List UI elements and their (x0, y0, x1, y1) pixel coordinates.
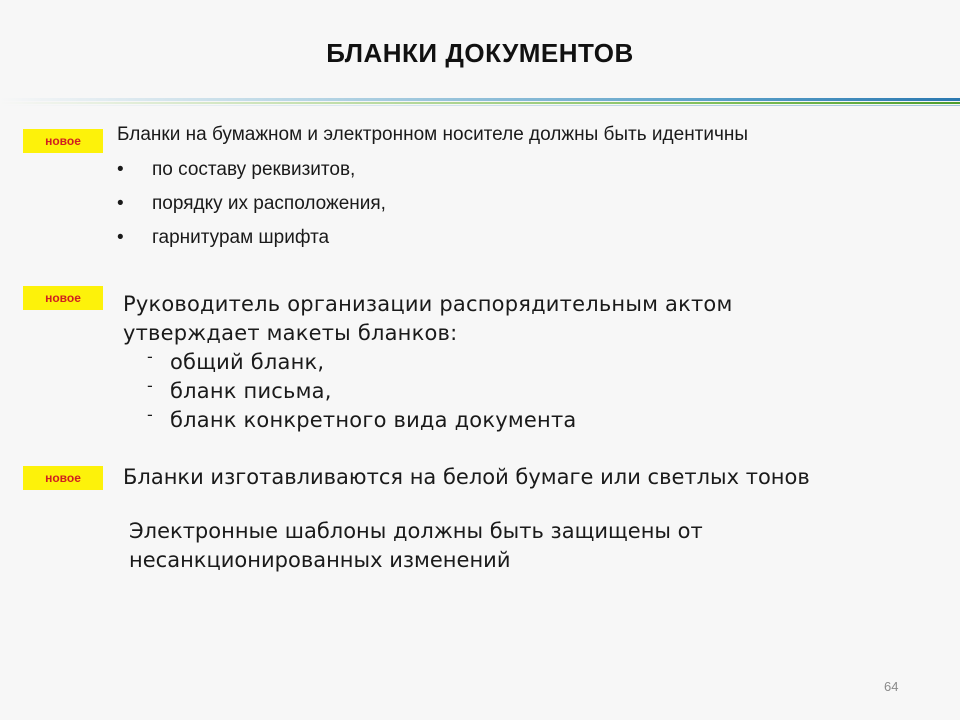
section-lead: Бланки на бумажном и электронном носителе должны быть идентичны (117, 124, 749, 145)
section-lead: утверждает макеты бланков: (123, 321, 458, 345)
list-item: • гарнитурам шрифта (117, 221, 748, 255)
new-badge: новое (23, 129, 103, 153)
dash-list (123, 348, 733, 435)
new-badge: новое (23, 286, 103, 310)
list-item: • порядку их расположения, (117, 187, 748, 221)
section-lead: Руководитель организации распорядительным актом (123, 292, 733, 316)
list-item: - общий бланк, (123, 348, 733, 377)
section-paper: Бланки изготавливаются на белой бумаге или светлых тонов (123, 465, 810, 489)
section-text-line: Электронные шаблоны должны быть защищены от (129, 519, 703, 543)
list-item: - бланк письма, (123, 377, 733, 406)
header-divider (0, 98, 960, 101)
list-item: - бланк конкретного вида документа (123, 406, 733, 435)
section-identical-blanks (117, 121, 748, 255)
slide-title: БЛАНКИ ДОКУМЕНТОВ (326, 38, 634, 68)
list-item: • по составу реквизитов, (117, 153, 748, 187)
bullet-list (117, 153, 748, 255)
section-templates (129, 517, 703, 575)
section-approval (123, 290, 733, 435)
header-divider-accent (0, 102, 960, 104)
section-text-line: несанкционированных изменений (129, 548, 511, 572)
new-badge: новое (23, 466, 103, 490)
header-divider-thin (0, 105, 960, 106)
page-number: 64 (884, 679, 899, 694)
